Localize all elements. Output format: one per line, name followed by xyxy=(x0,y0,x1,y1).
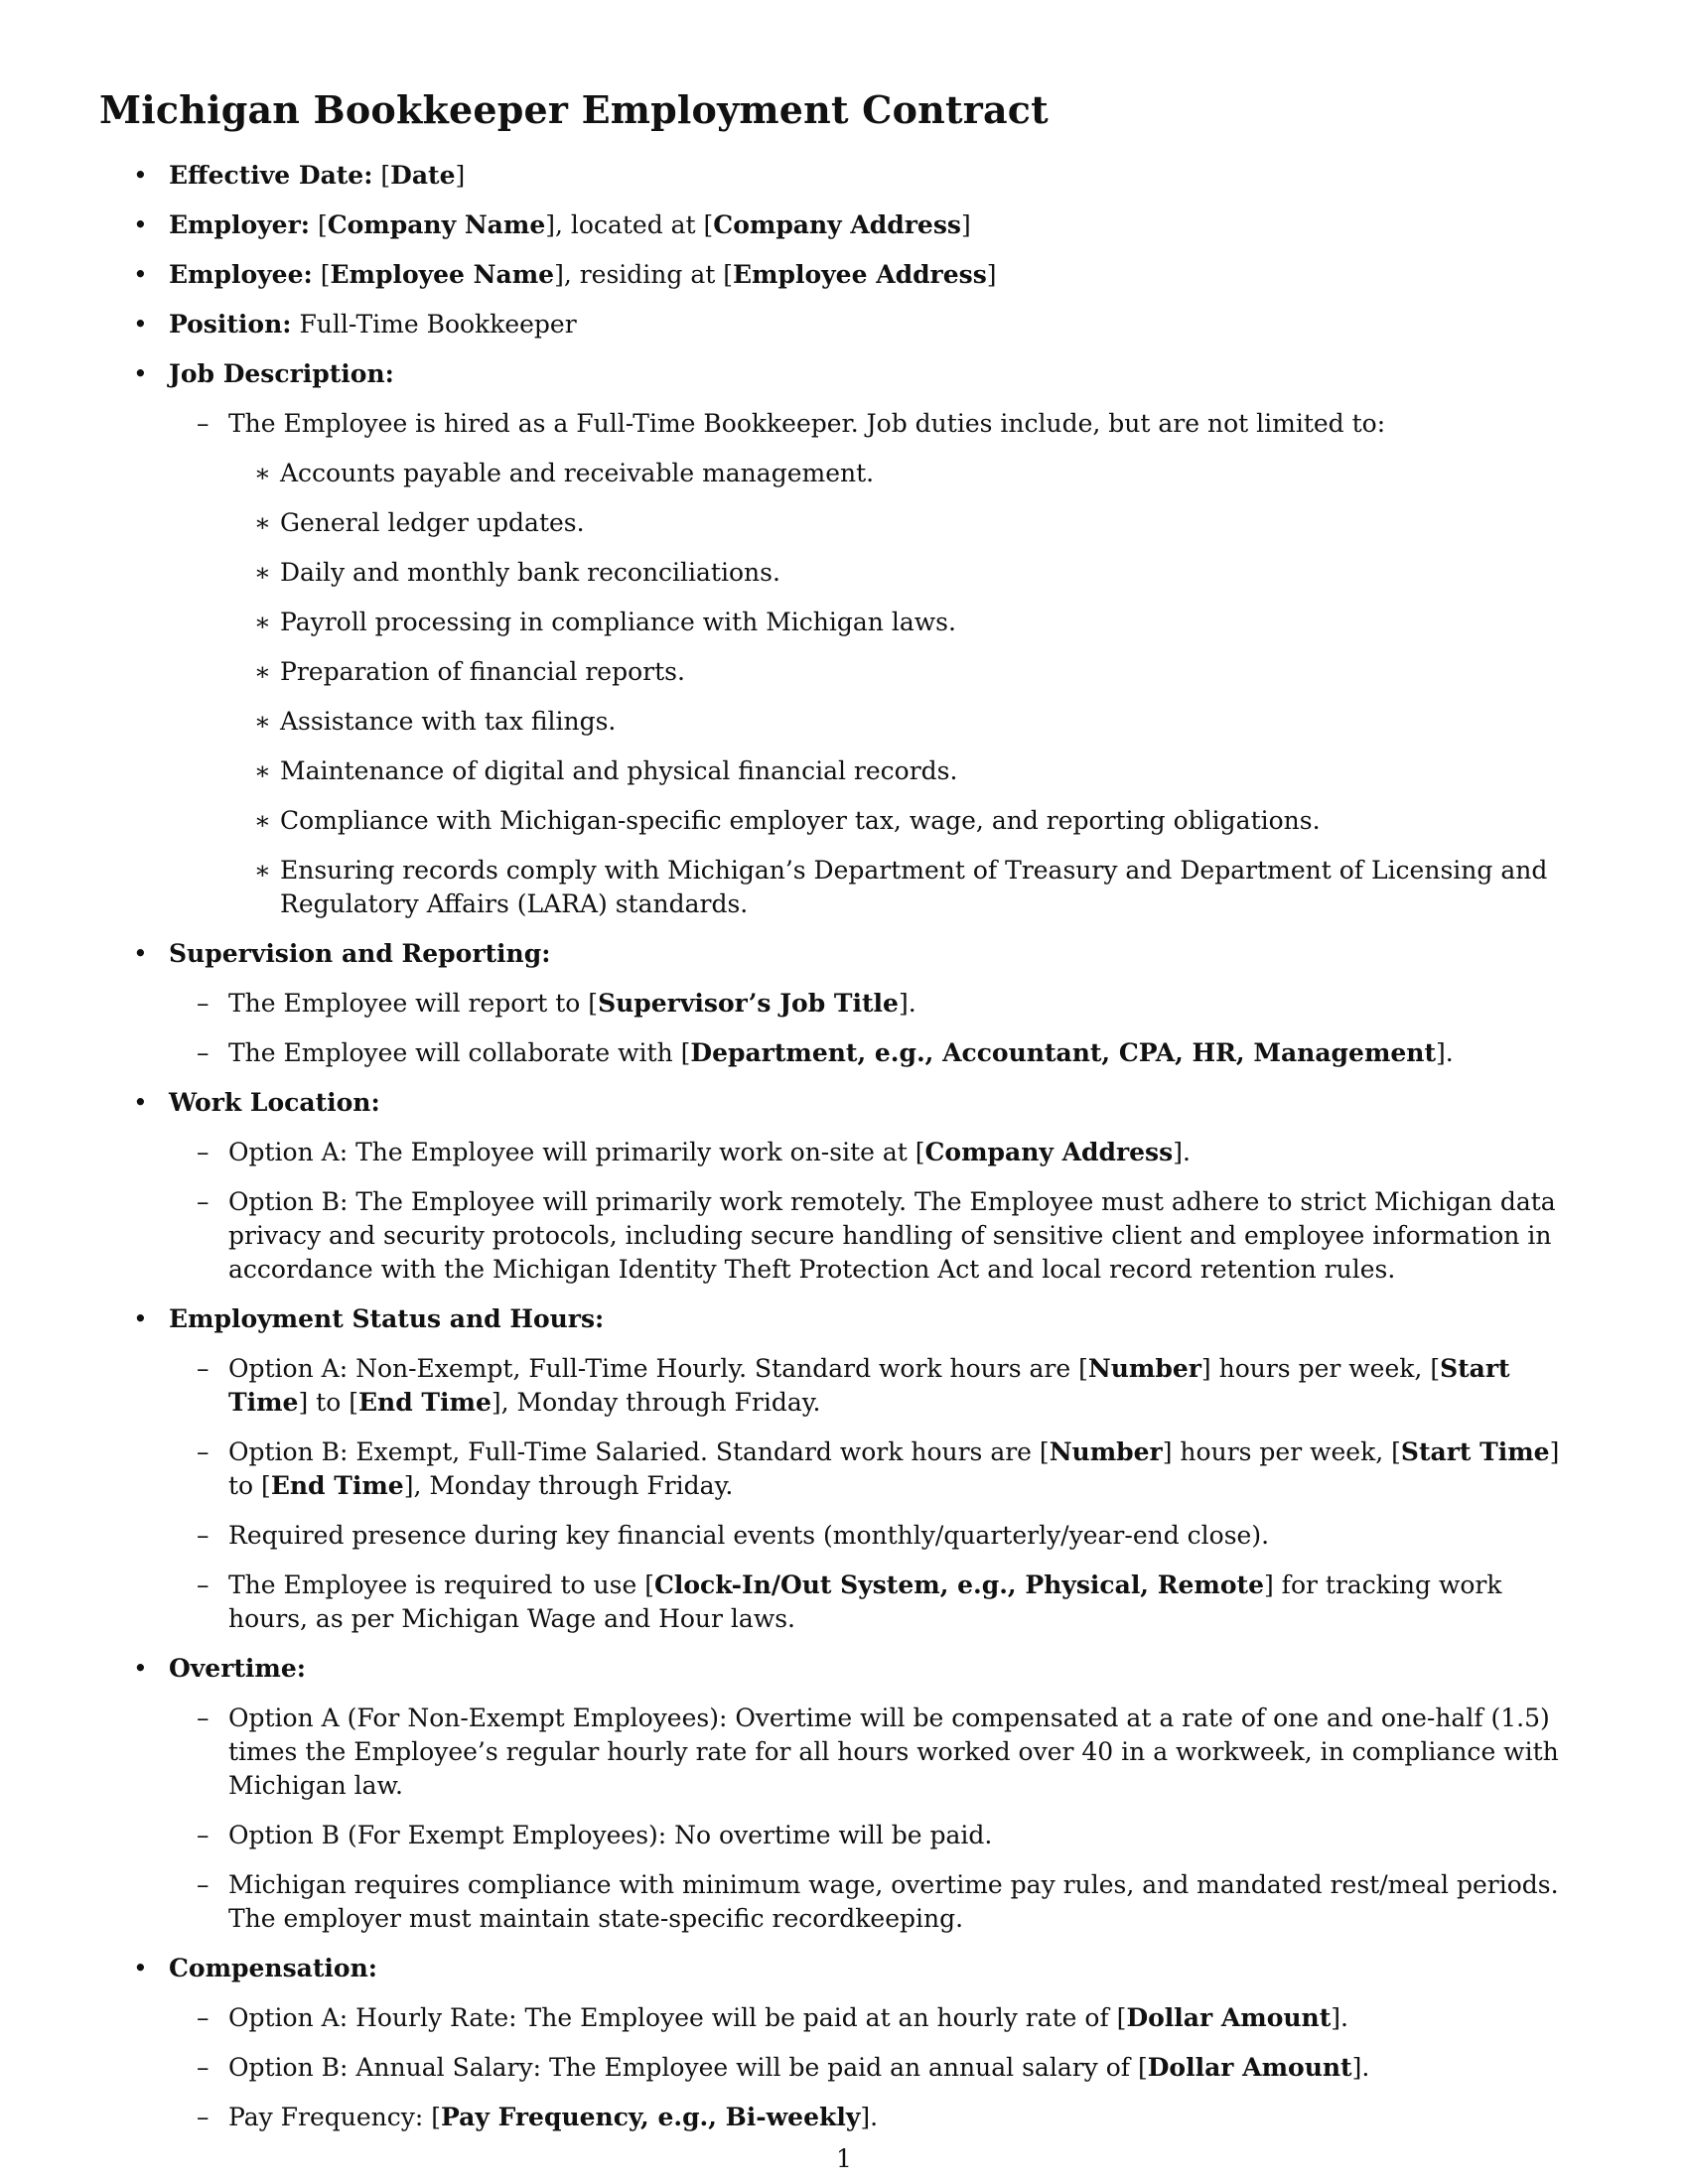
supervisor-title-placeholder: Supervisor’s Job Title xyxy=(598,989,899,1018)
pay-frequency-placeholder: Pay Frequency, e.g., Bi-weekly xyxy=(441,2103,861,2131)
duty-item: ∗ Assistance with tax filings. xyxy=(228,705,1589,739)
compensation-item: • Compensation: – Option A: Hourly Rate: The Employee will be paid at an hourly rate of [Dollar Amount]. – Option B: Annual Salary: The Employee will be paid an annual salary of [Dollar Amount]. – Pay Frequency: [Pay Frequency, e.g., Bi-weekly]. xyxy=(99,1952,1589,2134)
supervision-list xyxy=(169,987,1589,1070)
list-item: – Option A: Hourly Rate: The Employee will be paid at an hourly rate of [Dollar Amount]. xyxy=(169,2001,1589,2035)
list-item: – The Employee will collaborate with [Department, e.g., Accountant, CPA, HR, Management]. xyxy=(169,1036,1589,1070)
duties-list xyxy=(228,457,1589,921)
contract-body xyxy=(99,159,1589,2150)
list-item: – Option B: The Employee will primarily work remotely. The Employee must adhere to strict Michigan data privacy and security protocols, including secure handling of sensitive client and employee information in accordance with the Michigan Identity Theft Protection Act and local record retention rules. xyxy=(169,1185,1589,1287)
work-location-item: • Work Location: – Option A: The Employee will primarily work on-site at [Company Address]. – Option B: The Employee will primarily work remotely. The Employee must adhere to strict Michigan data privacy and security protocols, including secure handling of sensitive client and employee information in accordance with the Michigan Identity Theft Protection Act and local record retention rules. xyxy=(99,1086,1589,1287)
list-item: – The Employee will report to [Supervisor’s Job Title]. xyxy=(169,987,1589,1021)
page-title: Michigan Bookkeeper Employment Contract xyxy=(99,87,1049,132)
employee-address-placeholder: Employee Address xyxy=(733,260,987,289)
list-item: – Required presence during key financial events (monthly/quarterly/year-end close). xyxy=(169,1519,1589,1553)
duty-item: ∗ General ledger updates. xyxy=(228,506,1589,540)
contract-sections xyxy=(99,159,1589,2134)
list-item: – The Employee is required to use [Clock-In/Out System, e.g., Physical, Remote] for tracking work hours, as per Michigan Wage and Hour laws. xyxy=(169,1569,1589,1636)
employee-item: • Employee: [Employee Name], residing at [Employee Address] xyxy=(99,258,1589,292)
employer-item: • Employer: [Company Name], located at [Company Address] xyxy=(99,208,1589,242)
company-name-placeholder: Company Name xyxy=(327,210,546,239)
dollar-amount-placeholder: Dollar Amount xyxy=(1147,2053,1352,2082)
list-item: – Pay Frequency: [Pay Frequency, e.g., Bi-weekly]. xyxy=(169,2101,1589,2134)
duty-item: ∗ Ensuring records comply with Michigan’s Department of Treasury and Department of Licensing and Regulatory Affairs (LARA) standards. xyxy=(228,854,1589,921)
list-item: – Option B: Exempt, Full-Time Salaried. Standard work hours are [Number] hours per week, [Start Time] to [End Time], Monday through Friday. xyxy=(169,1435,1589,1503)
list-item: – Option A (For Non-Exempt Employees): Overtime will be compensated at a rate of one and one-half (1.5) times the Employee’s regular hourly rate for all hours worked over 40 in a workweek, in compliance with Michigan law. xyxy=(169,1702,1589,1803)
list-item: – The Employee is hired as a Full-Time Bookkeeper. Job duties include, but are not limited to: ∗ Accounts payable and receivable management. ∗ General ledger updates. ∗ Daily and monthly bank reconciliations. ∗ Payroll processing in compliance with Michigan laws. ∗ Preparation of financial reports. ∗ Assistance with tax filings. ∗ Maintenance of digital and physical financial records. ∗ Compliance with Michigan-specific employer tax, wage, and reporting obligations. ∗ Ensuring records comply with Michigan’s Department of Treasury and Department of Licensing and Regulatory Affairs (LARA) standards. xyxy=(169,407,1589,921)
list-item: – Option A: The Employee will primarily work on-site at [Company Address]. xyxy=(169,1136,1589,1169)
department-placeholder: Department, e.g., Accountant, CPA, HR, Management xyxy=(690,1038,1437,1067)
overtime-list xyxy=(169,1702,1589,1936)
duty-item: ∗ Maintenance of digital and physical financial records. xyxy=(228,754,1589,788)
clock-system-placeholder: Clock-In/Out System, e.g., Physical, Remote xyxy=(653,1570,1264,1599)
employment-status-item: • Employment Status and Hours: – Option A: Non-Exempt, Full-Time Hourly. Standard work hours are [Number] hours per week, [Start Time] to [End Time], Monday through Friday. – Option B: Exempt, Full-Time Salaried. Standard work hours are [Number] hours per week, [Start Time] to [End Time], Monday through Friday. – Required presence during key financial events (monthly/quarterly/year-end close). – The Employee is required to use [Clock-In/Out System, e.g., Physical, Remote] for tracking work hours, as per Michigan Wage and Hour laws. xyxy=(99,1302,1589,1636)
effective-date-item: • Effective Date: [Date] xyxy=(99,159,1589,193)
list-item: – Option A: Non-Exempt, Full-Time Hourly. Standard work hours are [Number] hours per week, [Start Time] to [End Time], Monday through Friday. xyxy=(169,1352,1589,1420)
duty-item: ∗ Payroll processing in compliance with Michigan laws. xyxy=(228,606,1589,639)
duty-item: ∗ Daily and monthly bank reconciliations. xyxy=(228,556,1589,590)
duty-item: ∗ Compliance with Michigan-specific employer tax, wage, and reporting obligations. xyxy=(228,804,1589,838)
list-item: – Michigan requires compliance with minimum wage, overtime pay rules, and mandated rest/meal periods. The employer must maintain state-specific recordkeeping. xyxy=(169,1868,1589,1936)
work-location-list xyxy=(169,1136,1589,1287)
compensation-list xyxy=(169,2001,1589,2134)
list-item: – Option B: Annual Salary: The Employee will be paid an annual salary of [Dollar Amount]. xyxy=(169,2051,1589,2085)
list-item: – Option B (For Exempt Employees): No overtime will be paid. xyxy=(169,1819,1589,1852)
dollar-amount-placeholder: Dollar Amount xyxy=(1126,2003,1332,2032)
page-number: 1 xyxy=(836,2144,852,2173)
employment-status-list xyxy=(169,1352,1589,1636)
duty-item: ∗ Preparation of financial reports. xyxy=(228,655,1589,689)
duty-item: ∗ Accounts payable and receivable management. xyxy=(228,457,1589,490)
overtime-item: • Overtime: – Option A (For Non-Exempt Employees): Overtime will be compensated at a rate of one and one-half (1.5) times the Employee’s regular hourly rate for all hours worked over 40 in a workweek, in compliance with Michigan law. – Option B (For Exempt Employees): No overtime will be paid. – Michigan requires compliance with minimum wage, overtime pay rules, and mandated rest/meal periods. The employer must maintain state-specific recordkeeping. xyxy=(99,1652,1589,1936)
supervision-item: • Supervision and Reporting: – The Employee will report to [Supervisor’s Job Title]. – The Employee will collaborate with [Department, e.g., Accountant, CPA, HR, Management]. xyxy=(99,937,1589,1070)
position-item: • Position: Full-Time Bookkeeper xyxy=(99,308,1589,341)
company-address-placeholder: Company Address xyxy=(924,1138,1174,1166)
job-description-list xyxy=(169,407,1589,921)
job-description-item: • Job Description: – The Employee is hired as a Full-Time Bookkeeper. Job duties include, but are not limited to: ∗ Accounts payable and receivable management. ∗ General ledger updates. ∗ Daily and monthly bank reconciliations. ∗ Payroll processing in compliance with Michigan laws. ∗ Preparation of financial reports. ∗ Assistance with tax filings. ∗ Maintenance of digital and physical financial records. ∗ Compliance with Michigan-specific employer tax, wage, and reporting obligations. ∗ Ensuring records comply with Michigan’s Department of Treasury and Department of Licensing and Regulatory Affairs (LARA) standards. xyxy=(99,357,1589,921)
effective-date-placeholder: Date xyxy=(390,161,456,190)
company-address-placeholder: Company Address xyxy=(713,210,961,239)
employee-name-placeholder: Employee Name xyxy=(330,260,555,289)
